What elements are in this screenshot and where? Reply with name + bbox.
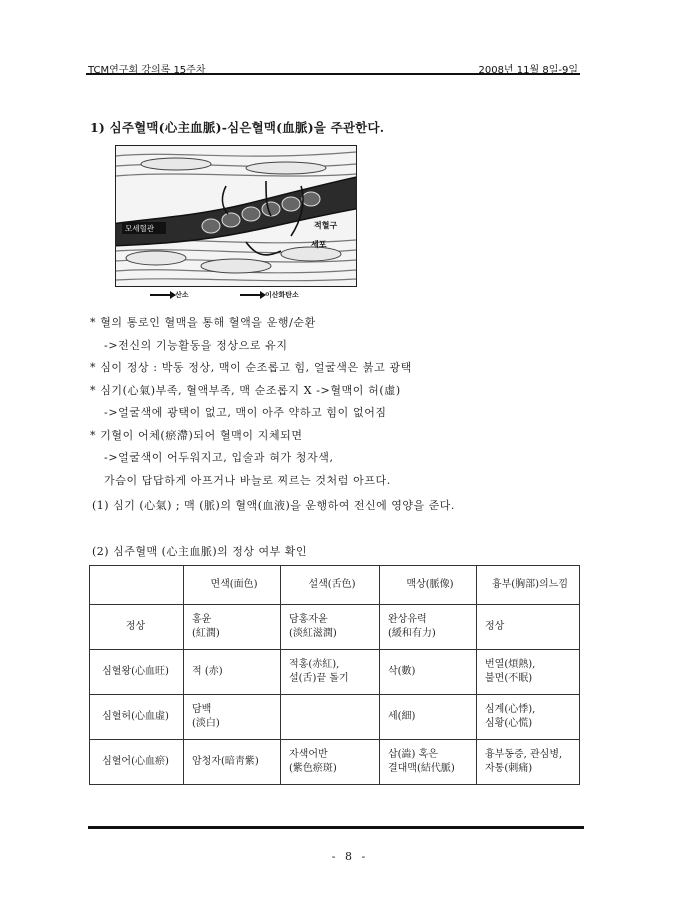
page-number: - 8 - — [331, 850, 369, 863]
table-cell: 번열(煩熱), 불면(不眠) — [477, 650, 580, 695]
table-header-cell: 흉부(胸部)의느낌 — [477, 566, 580, 605]
paragraph-heart-qi: (1) 심기 (心氣) ; 맥 (脈)의 혈액(血液)을 운행하여 전신에 영양을 준다. — [92, 499, 455, 512]
row-label: 심혈어(心血瘀) — [90, 740, 184, 785]
table-row — [90, 695, 580, 740]
table-cell: 적 (赤) — [184, 650, 281, 695]
bullet-list — [90, 312, 610, 492]
table-cell: 적홍(赤紅), 설(舌)끝 돌기 — [281, 650, 380, 695]
paragraph-check: (2) 심주혈맥 (心主血脈)의 정상 여부 확인 — [92, 545, 308, 558]
bullet-line: ->전신의 기능활동을 정상으로 유지 — [104, 338, 288, 352]
header-title: TCM연구회 강의록 15주차 — [88, 65, 206, 76]
label-cell: 세포 — [311, 240, 327, 249]
bullet-line: * 혈의 통로인 혈맥을 통해 혈액을 운행/순환 — [90, 316, 316, 329]
capillary-diagram — [115, 145, 357, 287]
label-rbc: 적혈구 — [314, 221, 338, 230]
footer-divider — [88, 826, 584, 829]
section-title: 1) 심주혈맥(心主血脈)-심은혈맥(血脈)을 주관한다. — [90, 120, 385, 135]
row-label: 심혈왕(心血旺) — [90, 650, 184, 695]
label-vessel: 모세혈관 — [125, 224, 154, 233]
table-cell: 암청자(暗靑紫) — [184, 740, 281, 785]
table-cell: 담백 (淡白) — [184, 695, 281, 740]
row-label: 심혈허(心血虛) — [90, 695, 184, 740]
table-cell: 정상 — [477, 605, 580, 650]
table-header-cell: 면색(面色) — [184, 566, 281, 605]
table-cell: 심계(心悸), 심황(心慌) — [477, 695, 580, 740]
table-header-cell: 맥상(脈像) — [380, 566, 477, 605]
page-header — [88, 55, 578, 75]
bullet-line: * 기혈이 어체(瘀滯)되어 혈맥이 지체되면 — [90, 428, 303, 442]
legend-oxygen: 산소 — [150, 290, 189, 300]
table-cell: 세(細) — [380, 695, 477, 740]
table-row — [90, 650, 580, 695]
bullet-line: ->얼굴색에 광택이 없고, 맥이 아주 약하고 힘이 없어짐 — [104, 406, 387, 419]
row-label: 정상 — [90, 605, 184, 650]
table-cell: 흉부동증, 관심병, 자통(刺痛) — [477, 740, 580, 785]
table-cell — [281, 695, 380, 740]
diagnosis-table — [89, 565, 580, 785]
bullet-line: * 심이 정상 : 박동 정상, 맥이 순조롭고 힘, 얼굴색은 붉고 광택 — [90, 361, 412, 374]
bullet-line: * 심기(心氣)부족, 혈액부족, 맥 순조롭지 X ->혈맥이 허(虛) — [90, 383, 401, 397]
table-cell: 담홍자윤 (淡紅滋潤) — [281, 605, 380, 650]
bullet-line: 가슴이 답답하게 아프거나 바늘로 찌르는 것처럼 아프다. — [104, 473, 391, 487]
table-cell: 삽(澁) 혹은 결대맥(結代脈) — [380, 740, 477, 785]
table-cell: 자색어반 (紫色瘀斑) — [281, 740, 380, 785]
table-cell: 삭(數) — [380, 650, 477, 695]
header-date: 2008년 11월 8일-9일 — [478, 65, 578, 76]
table-cell: 홍윤 (紅潤) — [184, 605, 281, 650]
arrow-right-icon — [240, 294, 262, 296]
table-header-row — [90, 566, 580, 605]
table-row — [90, 740, 580, 785]
table-row — [90, 605, 580, 650]
bullet-line: ->얼굴색이 어두워지고, 입술과 혀가 청자색, — [104, 451, 334, 464]
table-header-cell — [90, 566, 184, 605]
header-divider — [86, 73, 580, 75]
table-header-cell: 설색(舌色) — [281, 566, 380, 605]
figure-legend — [150, 290, 350, 304]
capillary-illustration — [116, 146, 356, 286]
table-cell: 완상유력 (緩和有力) — [380, 605, 477, 650]
legend-co2: 이산화탄소 — [240, 290, 299, 300]
arrow-right-icon — [150, 294, 172, 296]
